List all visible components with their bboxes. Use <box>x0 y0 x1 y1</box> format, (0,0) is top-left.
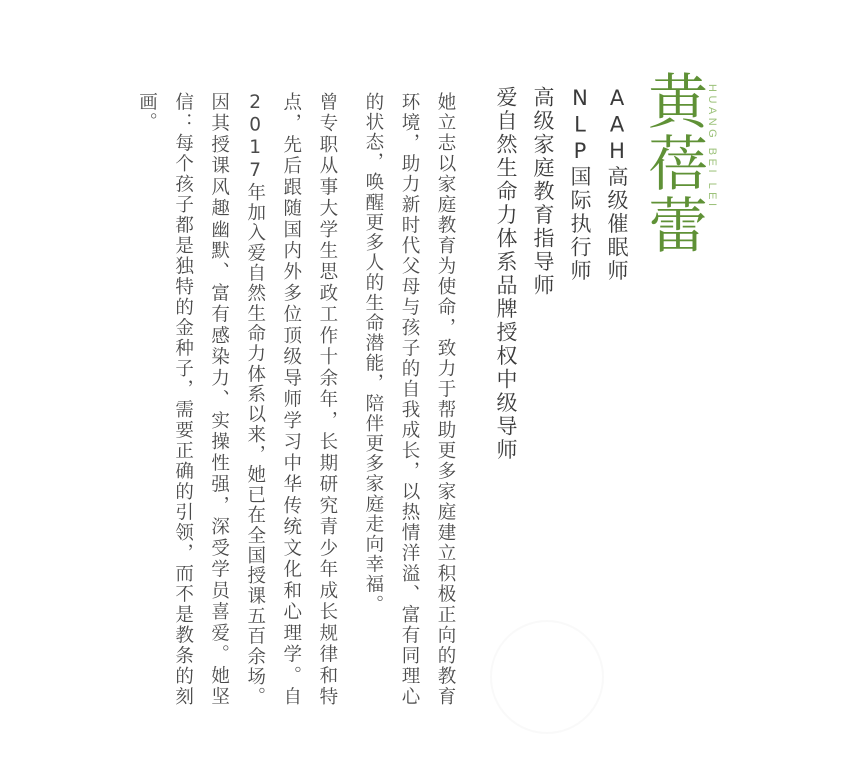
biography-paragraph: 她立志以家庭教育为使命，致力于帮助更多家庭建立积极正向的教育环境，助力新时代父母与孩子的自我成长，以热情洋溢、富有同理心的状态，唤醒更多人的生命潜能，陪伴更多家庭走向幸福。 <box>362 92 456 707</box>
watermark-decoration <box>470 600 620 750</box>
credential-item: NLP国际执行师 <box>568 86 592 283</box>
biography <box>128 92 463 707</box>
credential-item: AAH高级催眠师 <box>605 86 629 283</box>
credential-item: 高级家庭教育指导师 <box>531 86 555 298</box>
credential-item: 爱自然生命力体系品牌授权中级导师 <box>494 86 518 462</box>
credentials-list <box>495 86 627 462</box>
person-name: 黄蓓蕾 <box>638 70 708 256</box>
biography-paragraph: 曾专职从事大学生思政工作十余年，长期研究青少年成长规律和特点，先后跟随国内外多位顶级导师学习中华传统文化和心理学。自2017年加入爱自然生命力体系以来，她已在全国授课五百余场。因其授课风趣幽默、富有感染力、实操性强，深受学员喜爱。她坚信：每个孩子都是独特的金种子，需要正确的引领，而不是教条的刻画。 <box>136 92 338 707</box>
person-name-pinyin: HUANG BEI LEI <box>706 84 718 210</box>
name-group <box>639 70 724 256</box>
